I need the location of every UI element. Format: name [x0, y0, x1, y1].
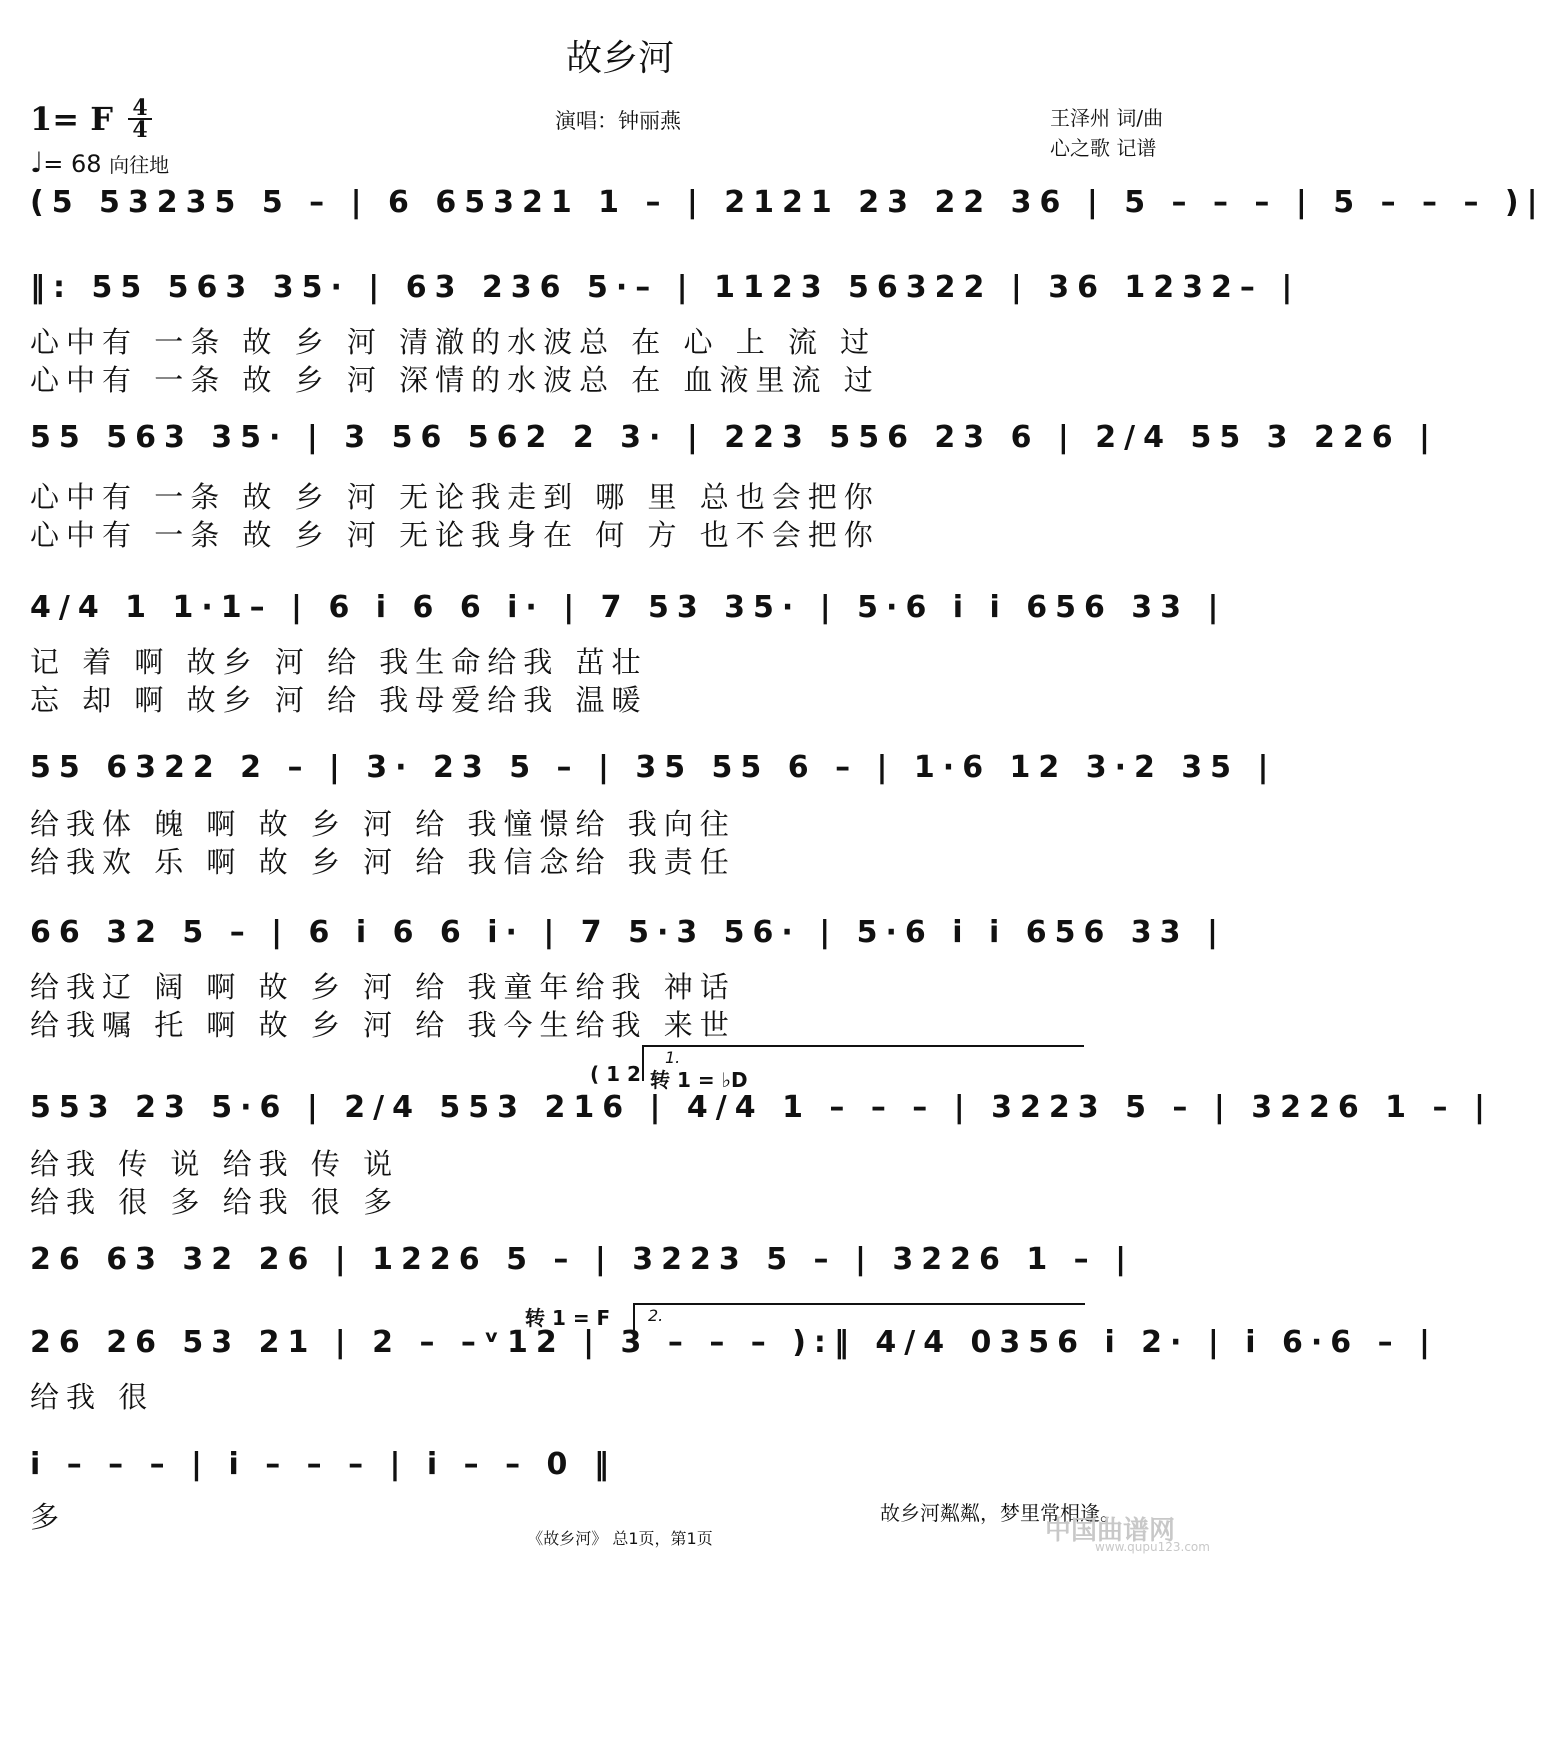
- quarter-note-icon: ♩: [30, 146, 44, 179]
- lyric-verse-1: 多: [30, 1500, 67, 1534]
- composer-credit: 王泽州 词/曲: [1050, 106, 1164, 130]
- watermark-url: www.qupu123.com: [1095, 1540, 1210, 1554]
- lyric-verse-1: 给我 传 说 给我 传 说: [30, 1147, 400, 1181]
- lyric-verse-1: 心中有 一条 故 乡 河 清澈的水波总 在 心 上 流 过: [30, 325, 877, 359]
- modulation-to-f: 转 1 = F: [525, 1306, 611, 1330]
- time-bottom: 4: [128, 118, 152, 140]
- lyric-verse-1: 记 着 啊 故乡 河 给 我生命给我 茁壮: [30, 645, 648, 679]
- tempo-value: = 68: [43, 150, 102, 178]
- notation-line: 26 63 32 26 | 1226 5 – | 3223 5 – | 3226 1 – |: [30, 1242, 1135, 1277]
- lyric-verse-2: 给我 很 多 给我 很 多: [30, 1185, 400, 1219]
- key-signature: 1= F: [30, 100, 113, 138]
- notation-line: i – – – | i – – – | i – – 0 ‖: [30, 1447, 617, 1482]
- notation-line: 4/4 1 1·1– | 6 i 6 6 i· | 7 53 35· | 5·6 i i 656 33 |: [30, 590, 1227, 625]
- first-ending-label: 1.: [665, 1048, 681, 1067]
- notation-line: 66 32 5 – | 6 i 6 6 i· | 7 5·3 56· | 5·6 i i 656 33 |: [30, 915, 1226, 950]
- notation-line: 26 26 53 21 | 2 – –ᵛ12 | 3 – – – ):‖ 4/4 0356 i 2· | i 6·6 – |: [30, 1325, 1439, 1360]
- credits: [1050, 103, 1163, 163]
- second-ending-label: 2.: [648, 1306, 664, 1325]
- singer-credit: 演唱：钟丽燕: [555, 109, 681, 133]
- lyric-verse-1: 给我 很: [30, 1380, 155, 1414]
- notation-line: (5 53235 5 – | 6 65321 1 – | 2121 23 22 36 | 5 – – – | 5 – – – )|: [30, 185, 1546, 220]
- lyric-verse-1: 给我体 魄 啊 故 乡 河 给 我憧憬给 我向往: [30, 807, 736, 841]
- time-signature: [128, 95, 152, 143]
- lyric-verse-1: 给我辽 阔 啊 故 乡 河 给 我童年给我 神话: [30, 970, 736, 1004]
- modulation-to-db: 转 1 = ♭D: [650, 1068, 748, 1092]
- notation-line: 55 563 35· | 3 56 562 2 3· | 223 556 23 6 | 2/4 55 3 226 |: [30, 420, 1438, 455]
- tempo-marking: [30, 146, 169, 179]
- notation-line: 553 23 5·6 | 2/4 553 216 | 4/4 1 – – – | 3223 5 – | 3226 1 – |: [30, 1090, 1493, 1125]
- lyric-verse-2: 心中有 一条 故 乡 河 深情的水波总 在 血液里流 过: [30, 363, 880, 397]
- lyric-verse-1: 心中有 一条 故 乡 河 无论我走到 哪 里 总也会把你: [30, 480, 880, 514]
- tempo-expression: 向往地: [109, 153, 170, 177]
- notation-line: ‖: 55 563 35· | 63 236 5·– | 1123 56322 | 36 1232– |: [30, 270, 1301, 305]
- transcriber-credit: 心之歌 记谱: [1050, 136, 1157, 160]
- time-top: 4: [132, 95, 148, 121]
- tail-note: 故乡河粼粼，梦里常相逢。: [880, 1501, 1120, 1525]
- song-title: 故乡河: [565, 38, 674, 79]
- lyric-verse-2: 心中有 一条 故 乡 河 无论我身在 何 方 也不会把你: [30, 518, 880, 552]
- lyric-verse-2: 忘 却 啊 故乡 河 给 我母爱给我 温暖: [30, 683, 648, 717]
- page-footer: 《故乡河》 总1页，第1页: [527, 1529, 713, 1548]
- lyric-verse-2: 给我欢 乐 啊 故 乡 河 给 我信念给 我责任: [30, 845, 736, 879]
- notation-line: 55 6322 2 – | 3· 23 5 – | 35 55 6 – | 1·6 12 3·2 35 |: [30, 750, 1277, 785]
- lyric-verse-2: 给我嘱 托 啊 故 乡 河 给 我今生给我 来世: [30, 1008, 736, 1042]
- watermark-logo: 中国曲谱网: [1045, 1516, 1176, 1546]
- pickup-notes: ( 1 2: [590, 1062, 641, 1086]
